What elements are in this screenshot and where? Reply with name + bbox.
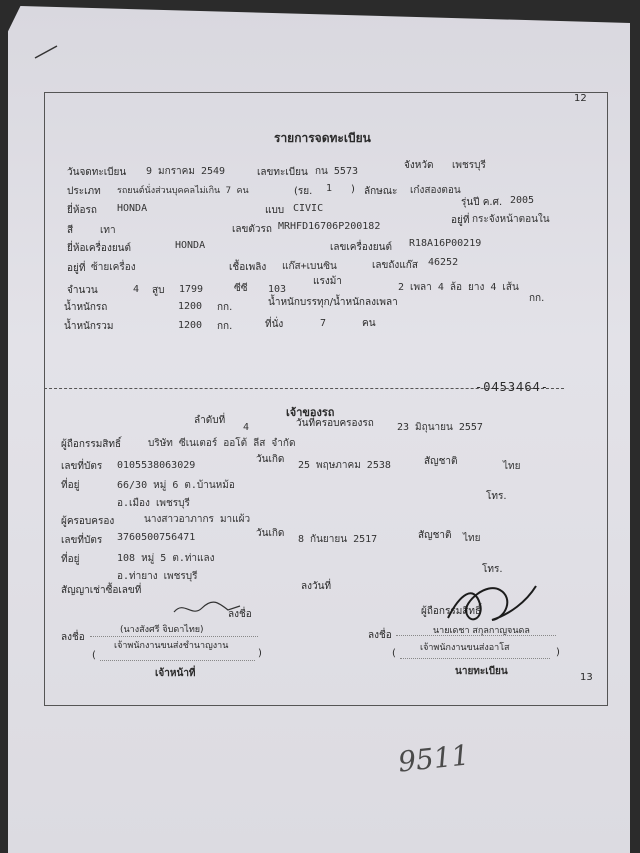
page-number-top: 12 bbox=[574, 93, 587, 104]
province-label: จังหวัด bbox=[404, 160, 434, 171]
left-sign-label-2: ลงชื่อ bbox=[61, 632, 85, 643]
birth2-value: 8 กันยายน 2517 bbox=[298, 534, 378, 545]
owner-seq-label: ลำดับที่ bbox=[194, 415, 226, 426]
seats-label: ที่นั่ง bbox=[265, 319, 284, 330]
left-close-paren: ) bbox=[258, 648, 262, 659]
fuel-label: เชื้อเพลิง bbox=[229, 262, 267, 273]
holder-value: บริษัท ซีเนเตอร์ ออโต้ ลีส จำกัด bbox=[148, 438, 296, 449]
left-signer-name: (นางสังศรี จิบดาไทย) bbox=[120, 625, 204, 635]
cyl-label: สูบ bbox=[152, 285, 165, 296]
officer-title: เจ้าหน้าที่ bbox=[155, 668, 196, 679]
possessor-label: ผู้ครอบครอง bbox=[61, 516, 115, 527]
style-label: ลักษณะ bbox=[364, 186, 398, 197]
gas-no-value: 46252 bbox=[428, 257, 459, 268]
province-value: เพชรบุรี bbox=[452, 160, 486, 171]
owned-date-value: 23 มิถุนายน 2557 bbox=[397, 422, 483, 433]
ro-value: 1 bbox=[326, 183, 333, 194]
count-label: จำนวน bbox=[67, 285, 98, 296]
right-signer-name: นายเดชา สกุลกาญจนดล bbox=[433, 626, 530, 636]
id-value: 0105538063029 bbox=[117, 460, 196, 471]
cc-label: ซีซี bbox=[234, 283, 248, 294]
phone2-label: โทร. bbox=[482, 564, 503, 575]
axle-value: 2 เพลา 4 ล้อ ยาง 4 เส้น bbox=[398, 282, 519, 293]
chassis-label: เลขตัวรถ bbox=[232, 224, 272, 235]
cc-value: 1799 bbox=[179, 284, 204, 295]
registrar-title: นายทะเบียน bbox=[455, 666, 508, 677]
registrar-signature-icon bbox=[440, 574, 540, 630]
page-number-bottom: 13 bbox=[580, 672, 593, 683]
birth-label: วันเกิด bbox=[256, 454, 285, 465]
seats-value: 7 bbox=[320, 318, 327, 329]
holder-sign-label: ผู้ถือกรรมสิทธิ์ bbox=[421, 606, 482, 617]
weight-unit: กก. bbox=[217, 302, 233, 313]
right-signer-position: เจ้าพนักงานขนส่งอาโส bbox=[420, 643, 510, 653]
type-label: ประเภท bbox=[67, 186, 101, 197]
addr-value-2: อ.เมือง เพชรบุรี bbox=[117, 498, 190, 509]
nation2-label: สัญชาติ bbox=[418, 530, 452, 541]
brand-value: HONDA bbox=[117, 203, 148, 214]
holder-label: ผู้ถือกรรมสิทธิ์ bbox=[61, 439, 122, 450]
total-weight-label: น้ำหนักรวม bbox=[64, 321, 114, 332]
model-label: แบบ bbox=[265, 205, 285, 216]
possessor-value: นางสาวอาภากร มาแผ้ว bbox=[144, 514, 251, 525]
chassis-value: MRHFD16706P200182 bbox=[278, 221, 381, 232]
left-sign-line bbox=[90, 636, 258, 637]
right-sign-label: ลงชื่อ bbox=[368, 630, 392, 641]
hp-value: 103 bbox=[268, 284, 287, 295]
owner-seq-value: 4 bbox=[243, 422, 250, 433]
engine-brand-label: ยี่ห้อเครื่องยนต์ bbox=[67, 243, 132, 254]
left-open-paren: ( bbox=[92, 650, 96, 661]
phone-label: โทร. bbox=[486, 491, 507, 502]
owned-date-label: วันที่ครอบครองรถ bbox=[296, 418, 374, 429]
addr2-label: ที่อยู่ bbox=[61, 554, 80, 565]
engine-loc-value: ซ้ายเครื่อง bbox=[91, 262, 136, 273]
reg-date-value: 9 มกราคม 2549 bbox=[146, 166, 226, 177]
weight-value: 1200 bbox=[178, 301, 203, 312]
total-weight-value: 1200 bbox=[178, 320, 203, 331]
page-title: รายการจดทะเบียน bbox=[274, 131, 371, 145]
reg-date-label: วันจดทะเบียน bbox=[67, 167, 127, 178]
birth-value: 25 พฤษภาคม 2538 bbox=[298, 460, 391, 471]
type-value: รถยนต์นั่งส่วนบุคคลไม่เกิน 7 คน bbox=[117, 186, 249, 196]
hp-label: แรงม้า bbox=[313, 276, 342, 287]
id2-label: เลขที่บัตร bbox=[61, 535, 103, 546]
chassis-loc-value: กระจังหน้าตอนใน bbox=[472, 214, 550, 225]
fuel-value: แก๊ส+เบนซิน bbox=[282, 261, 337, 272]
color-label: สี bbox=[67, 225, 74, 236]
style-value: เก๋งสองตอน bbox=[410, 185, 461, 196]
right-open-paren: ( bbox=[392, 648, 396, 659]
handwritten-note: 9511 bbox=[396, 738, 471, 779]
ro-label: (รย. bbox=[294, 186, 313, 197]
year-value: 2005 bbox=[510, 195, 535, 206]
gas-no-label: เลขถังแก๊ส bbox=[372, 260, 418, 271]
right-paren-line bbox=[400, 658, 550, 659]
weight-label: น้ำหนักรถ bbox=[64, 302, 108, 313]
seats-unit: คน bbox=[362, 318, 376, 329]
nation2-value: ไทย bbox=[463, 533, 481, 544]
brand-label: ยี่ห้อรถ bbox=[67, 205, 97, 216]
nation-label: สัญชาติ bbox=[424, 456, 458, 467]
ro-close: ) bbox=[351, 184, 355, 195]
nation-value: ไทย bbox=[503, 461, 521, 472]
right-close-paren: ) bbox=[556, 647, 560, 658]
engine-loc-label: อยู่ที่ bbox=[67, 263, 86, 274]
addr-label: ที่อยู่ bbox=[61, 480, 80, 491]
chassis-loc-label: อยู่ที่ bbox=[451, 215, 470, 226]
left-signer-position: เจ้าพนักงานขนส่งชำนาญงาน bbox=[114, 641, 229, 651]
serial-number: -0453464- bbox=[475, 380, 550, 394]
model-value: CIVIC bbox=[293, 203, 324, 214]
left-sign-label-1: ลงชื่อ bbox=[228, 609, 252, 620]
contract-label: สัญญาเช่าซื้อเลขที่ bbox=[61, 585, 142, 596]
engine-no-value: R18A16P00219 bbox=[409, 238, 482, 249]
engine-no-label: เลขเครื่องยนต์ bbox=[330, 242, 392, 253]
id2-value: 3760500756471 bbox=[117, 532, 196, 543]
count-value: 4 bbox=[133, 284, 140, 295]
left-signature-icon bbox=[172, 596, 242, 618]
reg-no-label: เลขทะเบียน bbox=[257, 167, 308, 178]
total-weight-unit: กก. bbox=[217, 321, 233, 332]
right-sign-line bbox=[396, 635, 556, 636]
pen-mark-icon bbox=[33, 44, 59, 60]
contract-date-label: ลงวันที่ bbox=[301, 581, 332, 592]
year-label: รุ่นปี ค.ศ. bbox=[461, 197, 503, 208]
color-value: เทา bbox=[100, 225, 116, 236]
owner-heading: เจ้าของรถ bbox=[286, 406, 335, 419]
addr2-value-2: อ.ท่ายาง เพชรบุรี bbox=[117, 571, 198, 582]
addr-value: 66/30 หมู่ 6 ต.บ้านหม้อ bbox=[117, 480, 235, 491]
id-label: เลขที่บัตร bbox=[61, 461, 103, 472]
birth2-label: วันเกิด bbox=[256, 528, 285, 539]
left-paren-line bbox=[100, 660, 255, 661]
load-label: น้ำหนักบรรทุก/น้ำหนักลงเพลา bbox=[268, 297, 398, 308]
engine-brand-value: HONDA bbox=[175, 240, 206, 251]
addr2-value: 108 หมู่ 5 ต.ท่าแลง bbox=[117, 553, 215, 564]
reg-no-value: กน 5573 bbox=[315, 166, 358, 177]
load-unit: กก. bbox=[529, 293, 545, 304]
